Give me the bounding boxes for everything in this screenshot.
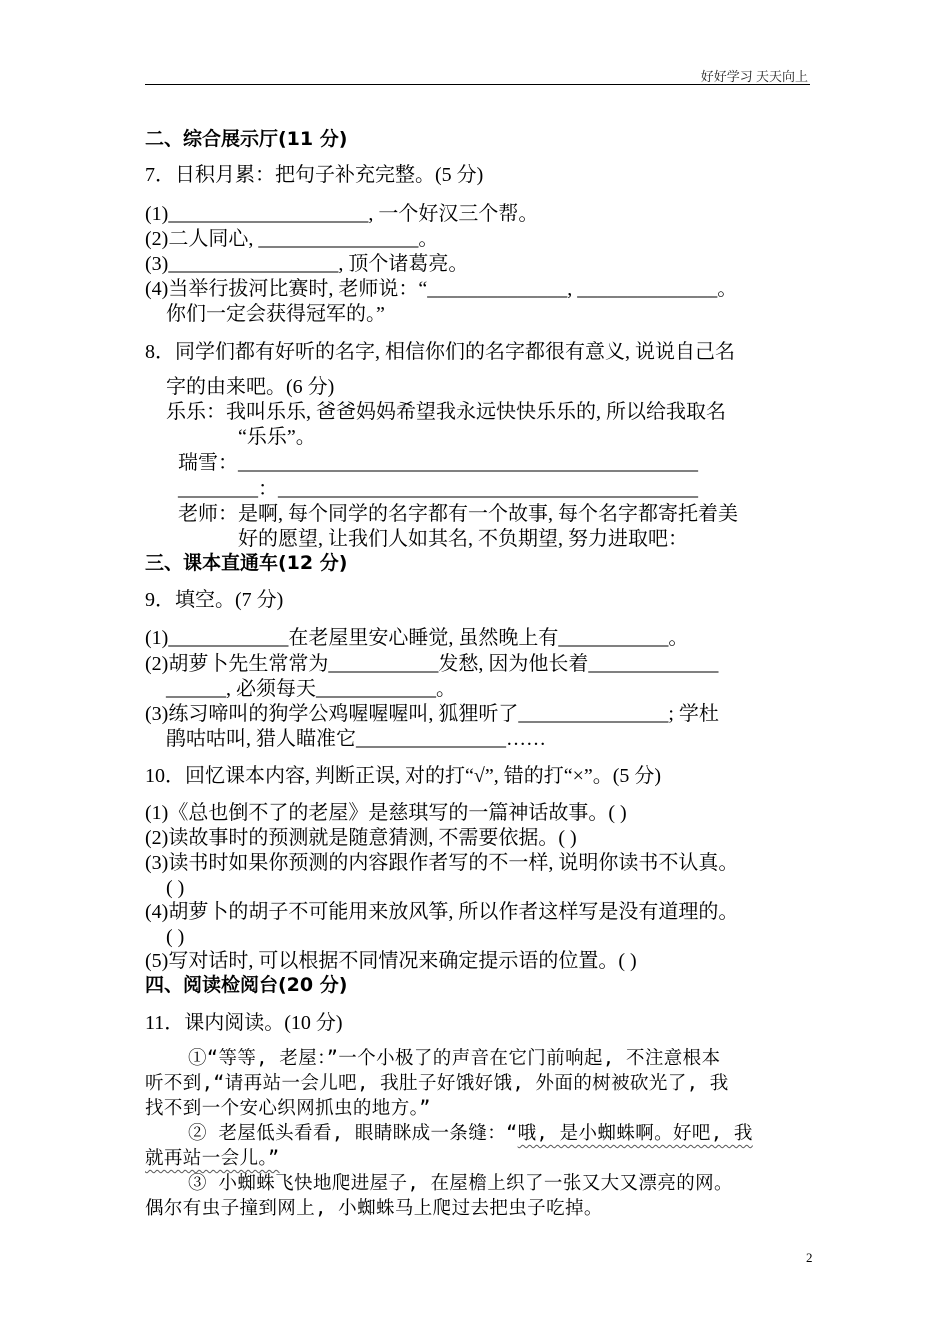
text-line-q7-2: (2)二人同心, ________________。 bbox=[145, 228, 439, 250]
text-line-p1a: ①“等等, 老屋：”一个小极了的声音在它门前响起, 不注意根本 bbox=[188, 1048, 721, 1069]
page-number: 2 bbox=[806, 1250, 813, 1265]
text-line-q9-3b: 鹃咕咕叫, 猎人瞄准它_______________…… bbox=[166, 728, 546, 750]
text-line-q9-2b: ______, 必须每天____________。 bbox=[166, 678, 456, 700]
text-line-q10-2: (2)读故事时的预测就是随意猜测, 不需要依据。( ) bbox=[145, 827, 577, 849]
text-line-q10-3b: ( ) bbox=[166, 877, 185, 899]
text-line-q8-ruixue: 瑞雪：______________________________________________ bbox=[178, 452, 698, 474]
text-line-p2b: 就再站一会儿。” bbox=[145, 1148, 280, 1169]
text-line-p1b: 听不到,“请再站一会儿吧, 我肚子好饿好饿, 外面的树被砍光了, 我 bbox=[145, 1073, 729, 1094]
text-line-q9: 9．填空。(7 分) bbox=[145, 589, 284, 611]
text-line-sec4: 四、阅读检阅台(20 分) bbox=[145, 974, 348, 996]
text-line-p3b: 偶尔有虫子撞到网上, 小蜘蛛马上爬过去把虫子吃掉。 bbox=[145, 1198, 603, 1219]
text-line-q9-1: (1)____________在老屋里安心睡觉, 虽然晚上有___________。 bbox=[145, 627, 689, 649]
text-line-q8-lele: 乐乐：我叫乐乐, 爸爸妈妈希望我永远快快乐乐的, 所以给我取名 bbox=[166, 401, 726, 423]
text-line-q9-2a: (2)胡萝卜先生常常为___________发愁, 因为他长着_____________ bbox=[145, 653, 719, 675]
text-line-q8a: 8．同学们都有好听的名字, 相信你们的名字都很有意义, 说说自己名 bbox=[145, 341, 735, 363]
text-line-q11: 11．课内阅读。(10 分) bbox=[145, 1012, 343, 1034]
text-line-q10: 10．回忆课本内容, 判断正误, 对的打“√”, 错的打“×”。(5 分) bbox=[145, 765, 662, 787]
text-line-q8-blank: ________：__________________________________________ bbox=[178, 478, 698, 500]
text-line-p1c: 找不到一个安心织网抓虫的地方。” bbox=[145, 1098, 431, 1119]
text-line-q7-3: (3)_________________, 顶个诸葛亮。 bbox=[145, 253, 469, 275]
text-line-q8-lele2: “乐乐”。 bbox=[238, 426, 316, 448]
text-line-q7-4a: (4)当举行拔河比赛时, 老师说：“______________, ______________。 bbox=[145, 278, 738, 300]
text-line-p3a: ③ 小蜘蛛飞快地爬进屋子, 在屋檐上织了一张又大又漂亮的网。 bbox=[188, 1173, 733, 1194]
text-line-q10-1: (1)《总也倒不了的老屋》是慈琪写的一篇神话故事。( ) bbox=[145, 802, 627, 824]
text-line-p2a: ② 老屋低头看看, 眼睛眯成一条缝：“哦, 是小蜘蛛啊。好吧, 我 bbox=[188, 1123, 753, 1144]
text-line-q10-5: (5)写对话时, 可以根据不同情况来确定提示语的位置。( ) bbox=[145, 950, 637, 972]
text-line-q8-teacher: 老师：是啊, 每个同学的名字都有一个故事, 每个名字都寄托着美 bbox=[178, 503, 738, 525]
text-line-q7-1: (1)____________________, 一个好汉三个帮。 bbox=[145, 203, 539, 225]
header-motto: 好好学习 天天向上 bbox=[700, 69, 808, 84]
header-rule bbox=[145, 84, 810, 85]
text-line-q10-4a: (4)胡萝卜的胡子不可能用来放风筝, 所以作者这样写是没有道理的。 bbox=[145, 901, 739, 923]
text-line-q10-4b: ( ) bbox=[166, 926, 185, 948]
text-line-q8-teacher2: 好的愿望, 让我们人如其名, 不负期望, 努力进取吧： bbox=[238, 528, 688, 550]
text-line-sec3: 三、课本直通车(12 分) bbox=[145, 552, 348, 574]
text-line-q10-3a: (3)读书时如果你预测的内容跟作者写的不一样, 说明你读书不认真。 bbox=[145, 852, 739, 874]
text-line-q7: 7．日积月累：把句子补充完整。(5 分) bbox=[145, 164, 484, 186]
text-line-q8b: 字的由来吧。(6 分) bbox=[166, 376, 335, 398]
text-line-sec2: 二、综合展示厅(11 分) bbox=[145, 128, 348, 150]
text-line-q7-4b: 你们一定会获得冠军的。” bbox=[166, 303, 385, 325]
text-line-q9-3a: (3)练习啼叫的狗学公鸡喔喔喔叫, 狐狸听了_______________; 学杜 bbox=[145, 703, 719, 725]
